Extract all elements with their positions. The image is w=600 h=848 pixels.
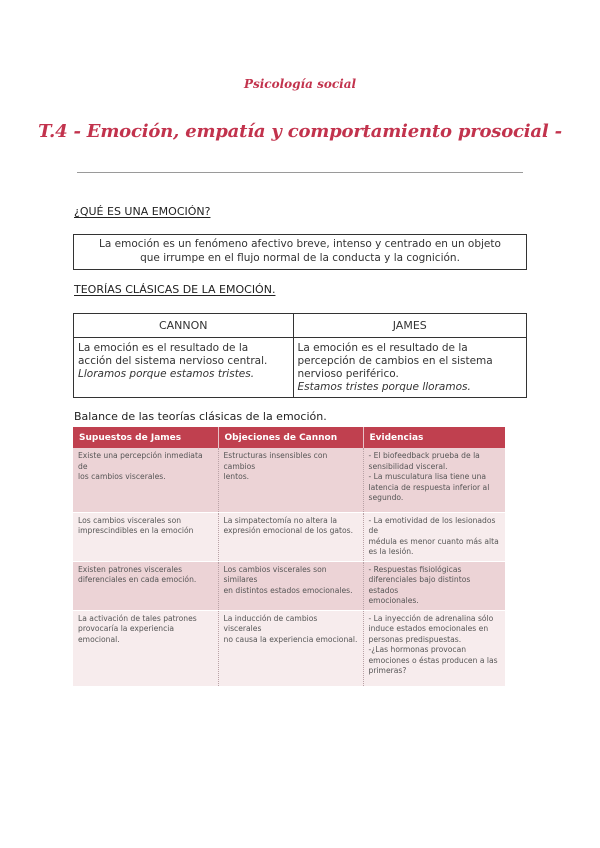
- objecion-text: La simpatectomía no altera la: [223, 515, 337, 525]
- evidencia-cell: [363, 448, 505, 512]
- evidencia-cell: [363, 561, 505, 610]
- balance-header-row: [73, 427, 505, 448]
- objecion-text: La inducción de cambios viscerales: [223, 613, 318, 633]
- classic-theories-heading: TEORÍAS CLÁSICAS DE LA EMOCIÓN.: [74, 283, 276, 296]
- objecion-cell: [218, 448, 363, 512]
- cannon-cell: [74, 338, 294, 398]
- evidencia-text: médula es menor cuanto más alta: [368, 536, 499, 546]
- objecion-cell: [218, 512, 363, 561]
- supuesto-text: emocional.: [78, 634, 120, 644]
- objecion-text: Estructuras insensibles con cambios: [223, 451, 328, 471]
- james-text: La emoción es el resultado de la: [297, 342, 468, 354]
- page-title: T.4 - Emoción, empatía y comportamiento prosocial -: [38, 121, 562, 142]
- james-example: Estamos tristes porque lloramos.: [297, 381, 471, 393]
- evidencia-text: emocionales.: [368, 596, 419, 605]
- objecion-text: en distintos estados emocionales.: [223, 585, 353, 595]
- evidencia-text: segundo.: [368, 493, 404, 502]
- james-cell: [293, 338, 527, 398]
- supuesto-cell: [73, 561, 218, 610]
- evidencia-cell: [363, 512, 505, 561]
- james-header: JAMES: [293, 314, 527, 338]
- theories-table: [73, 313, 527, 398]
- james-text: nervioso periférico.: [297, 368, 399, 380]
- cannon-text: acción del sistema nervioso central.: [78, 355, 268, 367]
- cannon-header: CANNON: [74, 314, 294, 338]
- evidencia-text: - El biofeedback prueba de la: [368, 451, 480, 460]
- supuesto-text: Existe una percepción inmediata de: [78, 451, 203, 471]
- column-header: Objeciones de Cannon: [218, 427, 363, 448]
- evidencia-text: sensibilidad visceral.: [368, 461, 448, 471]
- objecion-text: no causa la experiencia emocional.: [223, 634, 358, 644]
- evidencia-text: personas predispuestas.: [368, 634, 462, 644]
- evidencia-text: - Respuestas fisiológicas: [368, 564, 462, 574]
- evidencia-cell: [363, 610, 505, 686]
- evidencia-text: latencia de respuesta inferior al: [368, 482, 490, 492]
- objecion-cell: [218, 610, 363, 686]
- supuesto-text: los cambios viscerales.: [78, 472, 166, 481]
- table-row: [73, 561, 505, 610]
- objecion-cell: [218, 561, 363, 610]
- evidencia-text: -¿Las hormonas provocan: [368, 645, 467, 654]
- supuesto-cell: [73, 610, 218, 686]
- title-divider: [77, 172, 523, 173]
- supuesto-cell: [73, 448, 218, 512]
- supuesto-text: provocaría la experiencia: [78, 624, 175, 633]
- table-row: [73, 610, 505, 686]
- evidencia-text: diferenciales bajo distintos estados: [368, 575, 471, 595]
- evidencia-text: - La inyección de adrenalina sólo: [368, 613, 494, 623]
- balance-table: [73, 427, 505, 687]
- objecion-text: lentos.: [223, 472, 250, 481]
- column-header: Evidencias: [363, 427, 505, 448]
- supuesto-text: Existen patrones viscerales: [78, 564, 183, 574]
- evidencia-text: primeras?: [368, 666, 407, 675]
- balance-title: Balance de las teorías clásicas de la emoción.: [74, 410, 327, 423]
- definition-line: que irrumpe en el flujo normal de la conducta y la cognición.: [140, 251, 460, 264]
- table-row: [73, 512, 505, 561]
- cannon-example: Lloramos porque estamos tristes.: [78, 368, 255, 380]
- objecion-text: expresión emocional de los gatos.: [223, 526, 354, 535]
- cannon-text: La emoción es el resultado de la: [78, 342, 249, 354]
- supuesto-text: imprescindibles en la emoción: [78, 526, 194, 535]
- what-is-emotion-heading: ¿QUÉ ES UNA EMOCIÓN?: [74, 205, 211, 218]
- definition-line: La emoción es un fenómeno afectivo breve, intenso y centrado en un objeto: [99, 238, 501, 250]
- column-header: Supuestos de James: [73, 427, 218, 448]
- evidencia-text: - La emotividad de los lesionados de: [368, 515, 496, 535]
- evidencia-text: induce estados emocionales en: [368, 624, 489, 633]
- supuesto-text: diferenciales en cada emoción.: [78, 575, 197, 584]
- supuesto-text: Los cambios viscerales son: [78, 515, 182, 525]
- evidencia-text: - La musculatura lisa tiene una: [368, 472, 487, 481]
- james-text: percepción de cambios en el sistema: [297, 355, 493, 367]
- evidencia-text: emociones o éstas producen a las: [368, 655, 498, 665]
- objecion-text: Los cambios viscerales son similares: [223, 564, 327, 584]
- subject-title: Psicología social: [243, 77, 357, 91]
- table-row: [73, 448, 505, 512]
- supuesto-text: La activación de tales patrones: [78, 613, 197, 623]
- evidencia-text: es la lesión.: [368, 547, 414, 556]
- emotion-definition-box: [73, 234, 527, 270]
- supuesto-cell: [73, 512, 218, 561]
